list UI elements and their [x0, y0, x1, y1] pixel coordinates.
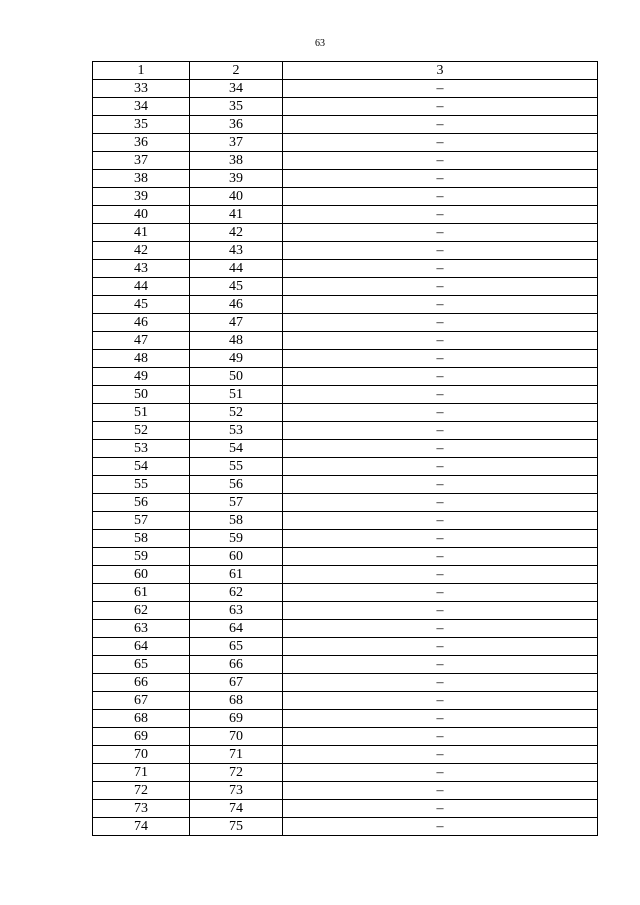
- table-cell: –: [283, 566, 598, 584]
- table-cell: 39: [190, 170, 283, 188]
- table-row: [93, 674, 598, 692]
- table-cell: 45: [190, 278, 283, 296]
- table-cell: 58: [93, 530, 190, 548]
- table-cell: 58: [190, 512, 283, 530]
- table-row: [93, 278, 598, 296]
- table-cell: –: [283, 782, 598, 800]
- table-row: [93, 512, 598, 530]
- table-cell: –: [283, 386, 598, 404]
- table-row: [93, 188, 598, 206]
- data-table: [92, 61, 598, 836]
- table-cell: 50: [93, 386, 190, 404]
- table-cell: 43: [190, 242, 283, 260]
- table-row: [93, 206, 598, 224]
- table-cell: 52: [93, 422, 190, 440]
- table-cell: 72: [190, 764, 283, 782]
- table-cell: 46: [93, 314, 190, 332]
- table-cell: 40: [93, 206, 190, 224]
- table-row: [93, 134, 598, 152]
- table-row: [93, 692, 598, 710]
- table-cell: –: [283, 332, 598, 350]
- table-cell: 52: [190, 404, 283, 422]
- table-cell: –: [283, 728, 598, 746]
- table-cell: –: [283, 80, 598, 98]
- table-row: [93, 530, 598, 548]
- table-cell: 37: [93, 152, 190, 170]
- table-cell: 35: [93, 116, 190, 134]
- table-cell: 65: [93, 656, 190, 674]
- table-row: [93, 476, 598, 494]
- table-cell: –: [283, 800, 598, 818]
- table-cell: –: [283, 224, 598, 242]
- table-cell: 74: [93, 818, 190, 836]
- table-cell: 61: [190, 566, 283, 584]
- table-row: [93, 80, 598, 98]
- table-cell: –: [283, 710, 598, 728]
- table-cell: 72: [93, 782, 190, 800]
- table-row: [93, 602, 598, 620]
- table-row: [93, 458, 598, 476]
- table-cell: 64: [93, 638, 190, 656]
- table-cell: –: [283, 530, 598, 548]
- page-number: 63: [315, 38, 325, 49]
- table-row: [93, 404, 598, 422]
- table-cell: 45: [93, 296, 190, 314]
- table-row: [93, 116, 598, 134]
- table-cell: –: [283, 152, 598, 170]
- table-row: [93, 350, 598, 368]
- table-cell: –: [283, 548, 598, 566]
- table-cell: 51: [190, 386, 283, 404]
- table-cell: 54: [190, 440, 283, 458]
- table-row: [93, 638, 598, 656]
- table-cell: –: [283, 656, 598, 674]
- table-cell: 60: [190, 548, 283, 566]
- table-row: [93, 242, 598, 260]
- table-cell: 43: [93, 260, 190, 278]
- table-cell: –: [283, 170, 598, 188]
- table-cell: 46: [190, 296, 283, 314]
- table-cell: 60: [93, 566, 190, 584]
- table-cell: 34: [93, 98, 190, 116]
- table-row: [93, 764, 598, 782]
- table-row: [93, 332, 598, 350]
- table-cell: 33: [93, 80, 190, 98]
- table-cell: 55: [190, 458, 283, 476]
- table-cell: –: [283, 350, 598, 368]
- table-cell: 44: [190, 260, 283, 278]
- table-cell: 63: [93, 620, 190, 638]
- table-cell: 66: [190, 656, 283, 674]
- table-body: [93, 80, 598, 836]
- table-cell: 36: [93, 134, 190, 152]
- table-cell: –: [283, 206, 598, 224]
- table-cell: 59: [190, 530, 283, 548]
- table-cell: 74: [190, 800, 283, 818]
- table-cell: 49: [190, 350, 283, 368]
- table-cell: –: [283, 134, 598, 152]
- table-cell: 38: [190, 152, 283, 170]
- table-cell: 47: [190, 314, 283, 332]
- column-header: 3: [283, 62, 598, 80]
- table-cell: 42: [190, 224, 283, 242]
- table-cell: 56: [93, 494, 190, 512]
- table-row: [93, 296, 598, 314]
- table-cell: 57: [93, 512, 190, 530]
- table-cell: 62: [190, 584, 283, 602]
- table-row: [93, 782, 598, 800]
- table-cell: 49: [93, 368, 190, 386]
- table-cell: 38: [93, 170, 190, 188]
- table-cell: 64: [190, 620, 283, 638]
- table-row: [93, 386, 598, 404]
- table-cell: 68: [190, 692, 283, 710]
- table-cell: 59: [93, 548, 190, 566]
- table-cell: –: [283, 242, 598, 260]
- table-cell: –: [283, 764, 598, 782]
- table-header-row: [93, 62, 598, 80]
- table-row: [93, 800, 598, 818]
- table-cell: 56: [190, 476, 283, 494]
- table-row: [93, 260, 598, 278]
- table-cell: 36: [190, 116, 283, 134]
- table-cell: 47: [93, 332, 190, 350]
- table-row: [93, 548, 598, 566]
- table-row: [93, 98, 598, 116]
- table-cell: 65: [190, 638, 283, 656]
- table-cell: 63: [190, 602, 283, 620]
- table-cell: 54: [93, 458, 190, 476]
- table-cell: 34: [190, 80, 283, 98]
- table-cell: –: [283, 602, 598, 620]
- table-row: [93, 422, 598, 440]
- table-cell: 67: [190, 674, 283, 692]
- table-cell: 40: [190, 188, 283, 206]
- table-cell: 67: [93, 692, 190, 710]
- table-row: [93, 620, 598, 638]
- table-cell: 39: [93, 188, 190, 206]
- table-cell: 69: [190, 710, 283, 728]
- table-row: [93, 818, 598, 836]
- table-cell: –: [283, 98, 598, 116]
- table-row: [93, 566, 598, 584]
- table-cell: 37: [190, 134, 283, 152]
- table-cell: 35: [190, 98, 283, 116]
- table-cell: 62: [93, 602, 190, 620]
- table-cell: –: [283, 116, 598, 134]
- table-cell: 73: [93, 800, 190, 818]
- table-cell: 55: [93, 476, 190, 494]
- table-cell: 48: [93, 350, 190, 368]
- table-cell: 66: [93, 674, 190, 692]
- table-cell: 44: [93, 278, 190, 296]
- table-cell: 42: [93, 242, 190, 260]
- table-cell: –: [283, 674, 598, 692]
- table-cell: 73: [190, 782, 283, 800]
- table-cell: –: [283, 278, 598, 296]
- table-cell: –: [283, 422, 598, 440]
- table-cell: 75: [190, 818, 283, 836]
- table-cell: –: [283, 638, 598, 656]
- table-cell: 48: [190, 332, 283, 350]
- table-row: [93, 746, 598, 764]
- table-cell: 51: [93, 404, 190, 422]
- table-cell: –: [283, 620, 598, 638]
- column-header: 1: [93, 62, 190, 80]
- table-row: [93, 170, 598, 188]
- table-cell: 50: [190, 368, 283, 386]
- table-cell: –: [283, 314, 598, 332]
- table-cell: –: [283, 512, 598, 530]
- column-header: 2: [190, 62, 283, 80]
- table-cell: –: [283, 260, 598, 278]
- table-cell: –: [283, 818, 598, 836]
- table-cell: 68: [93, 710, 190, 728]
- table-cell: –: [283, 368, 598, 386]
- table-cell: 70: [190, 728, 283, 746]
- table-cell: 57: [190, 494, 283, 512]
- table-cell: 61: [93, 584, 190, 602]
- table-cell: 53: [190, 422, 283, 440]
- table-row: [93, 314, 598, 332]
- table-cell: –: [283, 188, 598, 206]
- table-row: [93, 656, 598, 674]
- table-row: [93, 152, 598, 170]
- table-cell: –: [283, 476, 598, 494]
- table-cell: 53: [93, 440, 190, 458]
- table-cell: 41: [93, 224, 190, 242]
- table-row: [93, 368, 598, 386]
- table-cell: –: [283, 440, 598, 458]
- table-row: [93, 224, 598, 242]
- table-cell: –: [283, 458, 598, 476]
- table-row: [93, 440, 598, 458]
- table-cell: –: [283, 404, 598, 422]
- table-cell: –: [283, 746, 598, 764]
- table-cell: –: [283, 692, 598, 710]
- table-cell: 70: [93, 746, 190, 764]
- table-cell: –: [283, 584, 598, 602]
- table-row: [93, 584, 598, 602]
- table-cell: 71: [93, 764, 190, 782]
- table-row: [93, 710, 598, 728]
- table-cell: 69: [93, 728, 190, 746]
- table-row: [93, 494, 598, 512]
- table-row: [93, 728, 598, 746]
- table-cell: –: [283, 296, 598, 314]
- table-cell: 71: [190, 746, 283, 764]
- table-cell: –: [283, 494, 598, 512]
- table-cell: 41: [190, 206, 283, 224]
